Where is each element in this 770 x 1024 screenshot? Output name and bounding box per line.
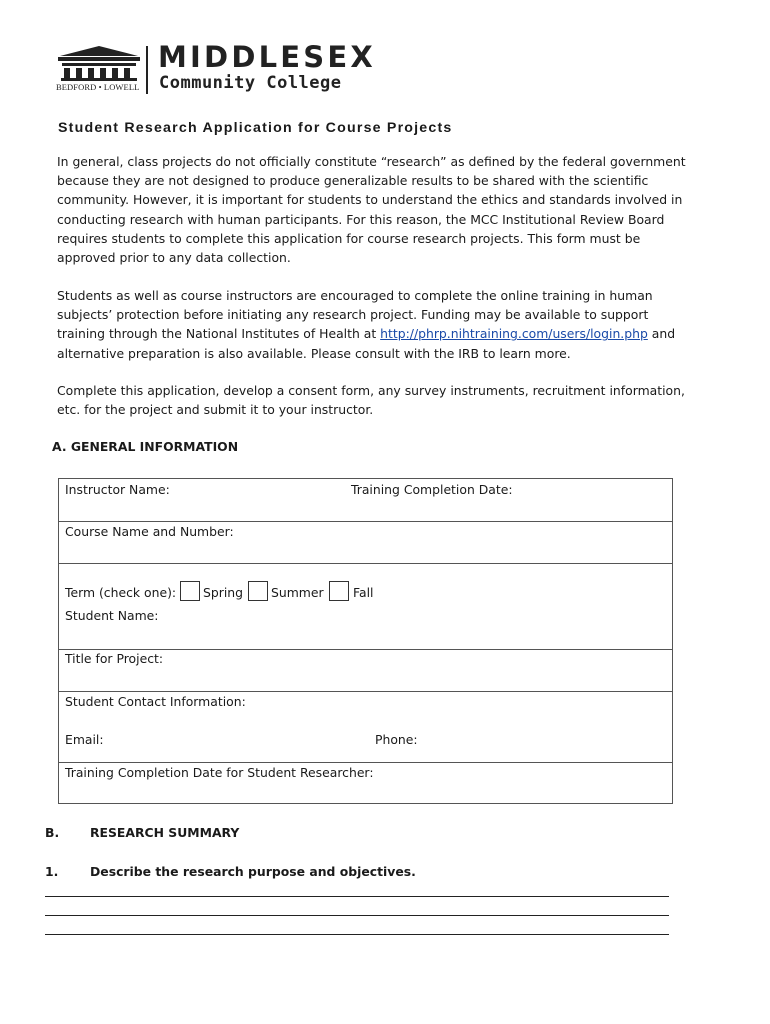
student-training-date-label[interactable]: Training Completion Date for Student Researcher: xyxy=(65,765,374,780)
page-title: Student Research Application for Course Projects xyxy=(58,120,453,136)
email-label[interactable]: Email: xyxy=(65,732,104,747)
spring-checkbox[interactable] xyxy=(180,581,200,601)
row-divider xyxy=(59,521,672,522)
general-information-form xyxy=(58,478,673,804)
fall-checkbox[interactable] xyxy=(329,581,349,601)
instructions-paragraph: Complete this application, develop a consent form, any survey instruments, recruitment information, etc. for the project and submit it to your instructor. xyxy=(57,383,685,418)
answer-line[interactable] xyxy=(45,896,669,897)
question-1-number: 1. xyxy=(45,864,59,879)
summer-checkbox[interactable] xyxy=(248,581,268,601)
student-name-label[interactable]: Student Name: xyxy=(65,608,159,623)
intro-paragraph: In general, class projects do not officially constitute “research” as defined by the federal government because they are not designed to produce generalizable results to be shared with the scientific community. However, it is important for students to understand the ethics and standards involved in conducting research with human participants. For this reason, the MCC Institutional Review Board requires students to complete this application for course research projects. This form must be approved prior to any data collection. xyxy=(57,154,686,266)
logo-college-name: MIDDLESEX xyxy=(158,40,376,74)
section-b-heading: RESEARCH SUMMARY xyxy=(90,825,240,840)
course-name-label[interactable]: Course Name and Number: xyxy=(65,524,234,539)
row-divider xyxy=(59,691,672,692)
training-text-before: Students as well as course instructors are encouraged to complete the online training in human subjects’ protection before initiating any research project. Funding may be available to support training through the National Institutes of Health at xyxy=(57,288,653,342)
logo-college-subtitle: Community College xyxy=(159,73,342,93)
row-divider xyxy=(59,762,672,763)
phone-label[interactable]: Phone: xyxy=(375,732,418,747)
answer-line[interactable] xyxy=(45,915,669,916)
logo-locations: BEDFORD • LOWELL xyxy=(56,82,140,92)
term-label: Term (check one): xyxy=(65,585,177,600)
question-1-label: Describe the research purpose and objectives. xyxy=(90,864,416,879)
nih-training-link[interactable]: http://phrp.nihtraining.com/users/login.php xyxy=(380,326,648,342)
fall-label: Fall xyxy=(353,585,374,600)
section-a-heading: A. GENERAL INFORMATION xyxy=(52,439,239,454)
logo-divider xyxy=(146,46,148,94)
section-b-letter: B. xyxy=(45,825,60,840)
training-text-after: and alternative preparation is also available. Please consult with the IRB to learn more. xyxy=(57,326,676,361)
answer-line[interactable] xyxy=(45,934,669,935)
summer-label: Summer xyxy=(271,585,324,600)
row-divider xyxy=(59,649,672,650)
training-paragraph xyxy=(57,286,687,363)
college-logo xyxy=(56,40,386,100)
instructor-name-label[interactable]: Instructor Name: xyxy=(65,482,170,497)
spring-label: Spring xyxy=(203,585,243,600)
row-divider xyxy=(59,563,672,564)
student-contact-label: Student Contact Information: xyxy=(65,694,246,709)
training-completion-date-label[interactable]: Training Completion Date: xyxy=(351,482,513,497)
project-title-label[interactable]: Title for Project: xyxy=(65,651,164,666)
